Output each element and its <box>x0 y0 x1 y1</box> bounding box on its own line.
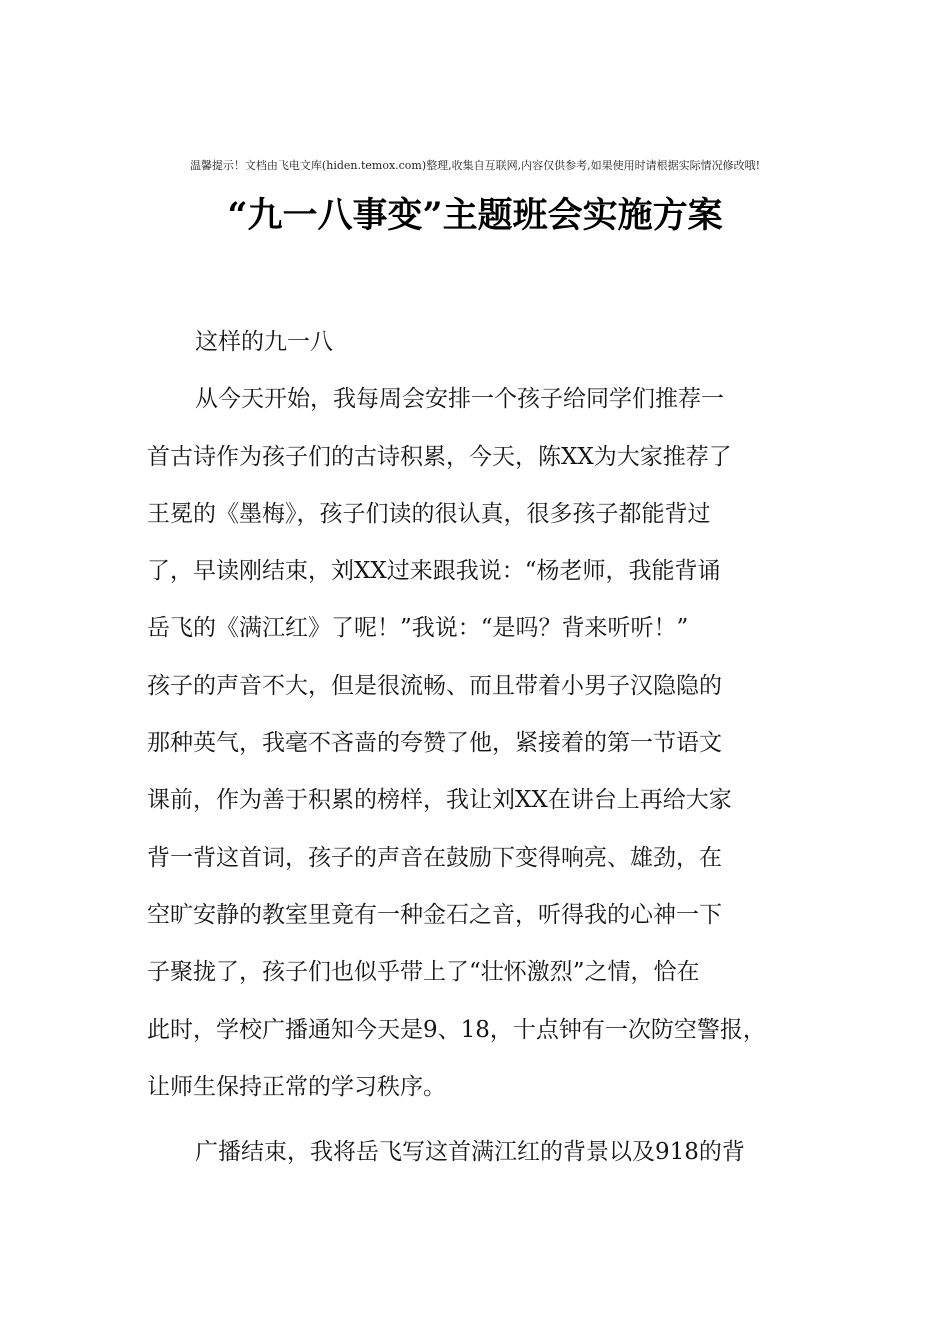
paragraph-1-line: 此时，学校广播通知今天是9、18，十点钟有一次防空警报， <box>147 1016 766 1043</box>
paragraph-1-line: 了，早读刚结束，刘XX过来跟我说：“杨老师，我能背诵 <box>147 558 721 585</box>
document-title: “九一八事变”主题班会实施方案 <box>227 195 723 236</box>
paragraph-1-line: 让师生保持正常的学习秩序。 <box>147 1073 446 1100</box>
paragraph-1-line: 首古诗作为孩子们的古诗积累，今天，陈XX为大家推荐了 <box>147 443 732 470</box>
document-notice: 温馨提示！文档由飞电文库(hiden.temox.com)整理,收集自互联网,内容仅供参考,如果使用时请根据实际情况修改哦! <box>189 159 761 172</box>
paragraph-1-line: 空旷安静的教室里竟有一种金石之音，听得我的心神一下 <box>147 901 722 928</box>
paragraph-1-line: 课前，作为善于积累的榜样，我让刘XX在讲台上再给大家 <box>147 787 732 814</box>
paragraph-1-line: 那种英气，我毫不吝啬的夸赞了他，紧接着的第一节语文 <box>147 730 722 757</box>
paragraph-2-line: 广播结束，我将岳飞写这首满江红的背景以及918的背 <box>195 1139 745 1166</box>
subheading: 这样的九一八 <box>195 329 333 355</box>
paragraph-1-line: 子聚拢了，孩子们也似乎带上了“壮怀激烈”之情，恰在 <box>147 959 700 986</box>
paragraph-1-line: 岳飞的《满江红》了呢！”我说：“是吗？背来听听！” <box>147 615 689 642</box>
paragraph-1-line: 王冕的《墨梅》，孩子们读的很认真，很多孩子都能背过 <box>147 500 711 527</box>
paragraph-1-line: 孩子的声音不大，但是很流畅、而且带着小男子汉隐隐的 <box>147 672 722 699</box>
document-body <box>147 314 827 1181</box>
paragraph-1-line: 从今天开始，我每周会安排一个孩子给同学们推荐一 <box>195 386 724 413</box>
paragraph-1-line: 背一背这首词，孩子的声音在鼓励下变得响亮、雄劲，在 <box>147 844 722 871</box>
